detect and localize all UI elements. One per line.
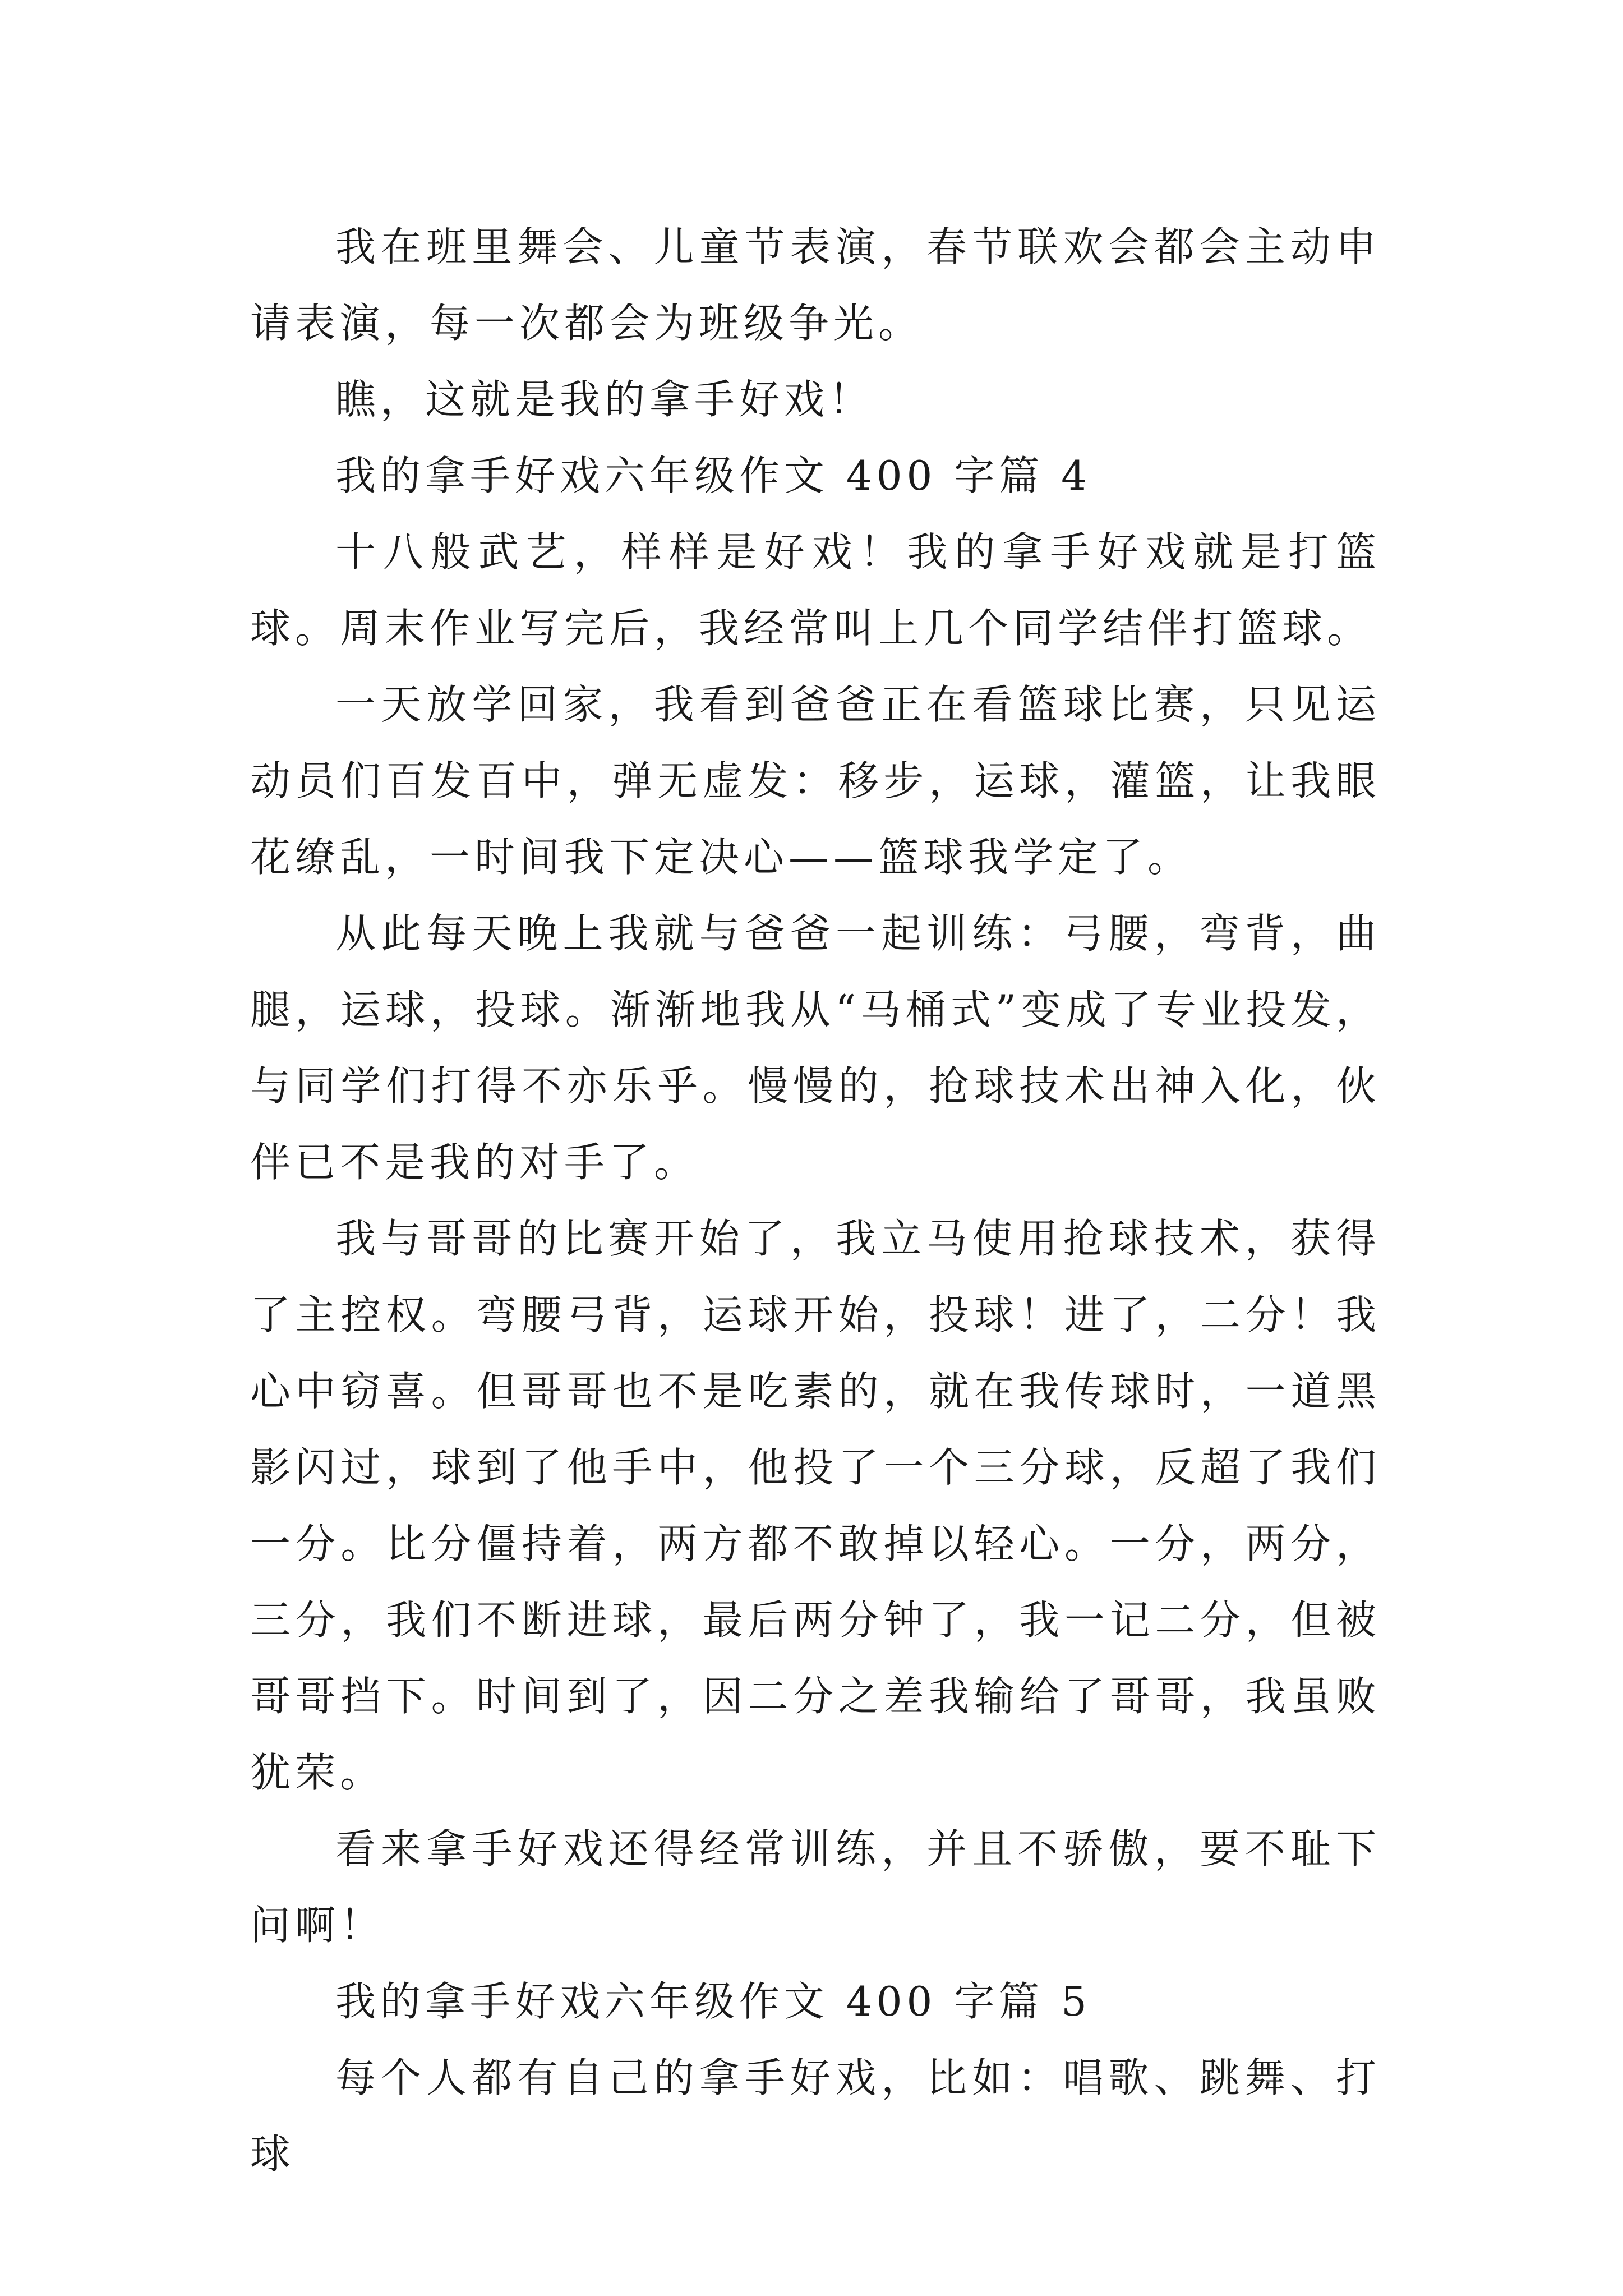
paragraph: 一天放学回家，我看到爸爸正在看篮球比赛，只见运动员们百发百中，弹无虚发：移步，运球，灌篮，让我眼花缭乱，一时间我下定决心——篮球我学定了。: [250, 681, 1381, 881]
paragraph: 瞧，这就是我的拿手好戏！: [335, 376, 874, 423]
paragraph: 从此每天晚上我就与爸爸一起训练：弓腰，弯背，曲腿，运球，投球。渐渐地我从“马桶式”变成了专业投发，与同学们打得不亦乐乎。慢慢的，抢球技术出神入化，伙伴已不是我的对手了。: [250, 910, 1381, 1186]
paragraph: 十八般武艺，样样是好戏！我的拿手好戏就是打篮球。周末作业写完后，我经常叫上几个同学结伴打篮球。: [250, 528, 1381, 652]
paragraph: 我与哥哥的比赛开始了，我立马使用抢球技术，获得了主控权。弯腰弓背，运球开始，投球！进了，二分！我心中窃喜。但哥哥也不是吃素的，就在我传球时，一道黑影闪过，球到了他手中，他投了一个三分球，反超了我们一分。比分僵持着，两方都不敢掉以轻心。一分，两分，三分，我们不断进球，最后两分钟了，我一记二分，但被哥哥挡下。时间到了，因二分之差我输给了哥哥，我虽败犹荣。: [250, 1215, 1381, 1796]
paragraph: 我在班里舞会、儿童节表演，春节联欢会都会主动申请表演，每一次都会为班级争光。: [250, 223, 1381, 347]
paragraph: 看来拿手好戏还得经常训练，并且不骄傲，要不耻下问啊！: [250, 1825, 1381, 1949]
section-heading: 我的拿手好戏六年级作文 400 字篇 4: [335, 452, 1091, 499]
document-body: [250, 209, 1381, 2192]
section-heading: 我的拿手好戏六年级作文 400 字篇 5: [335, 1978, 1091, 2025]
paragraph: 每个人都有自己的拿手好戏，比如：唱歌、跳舞、打球: [250, 2054, 1381, 2178]
